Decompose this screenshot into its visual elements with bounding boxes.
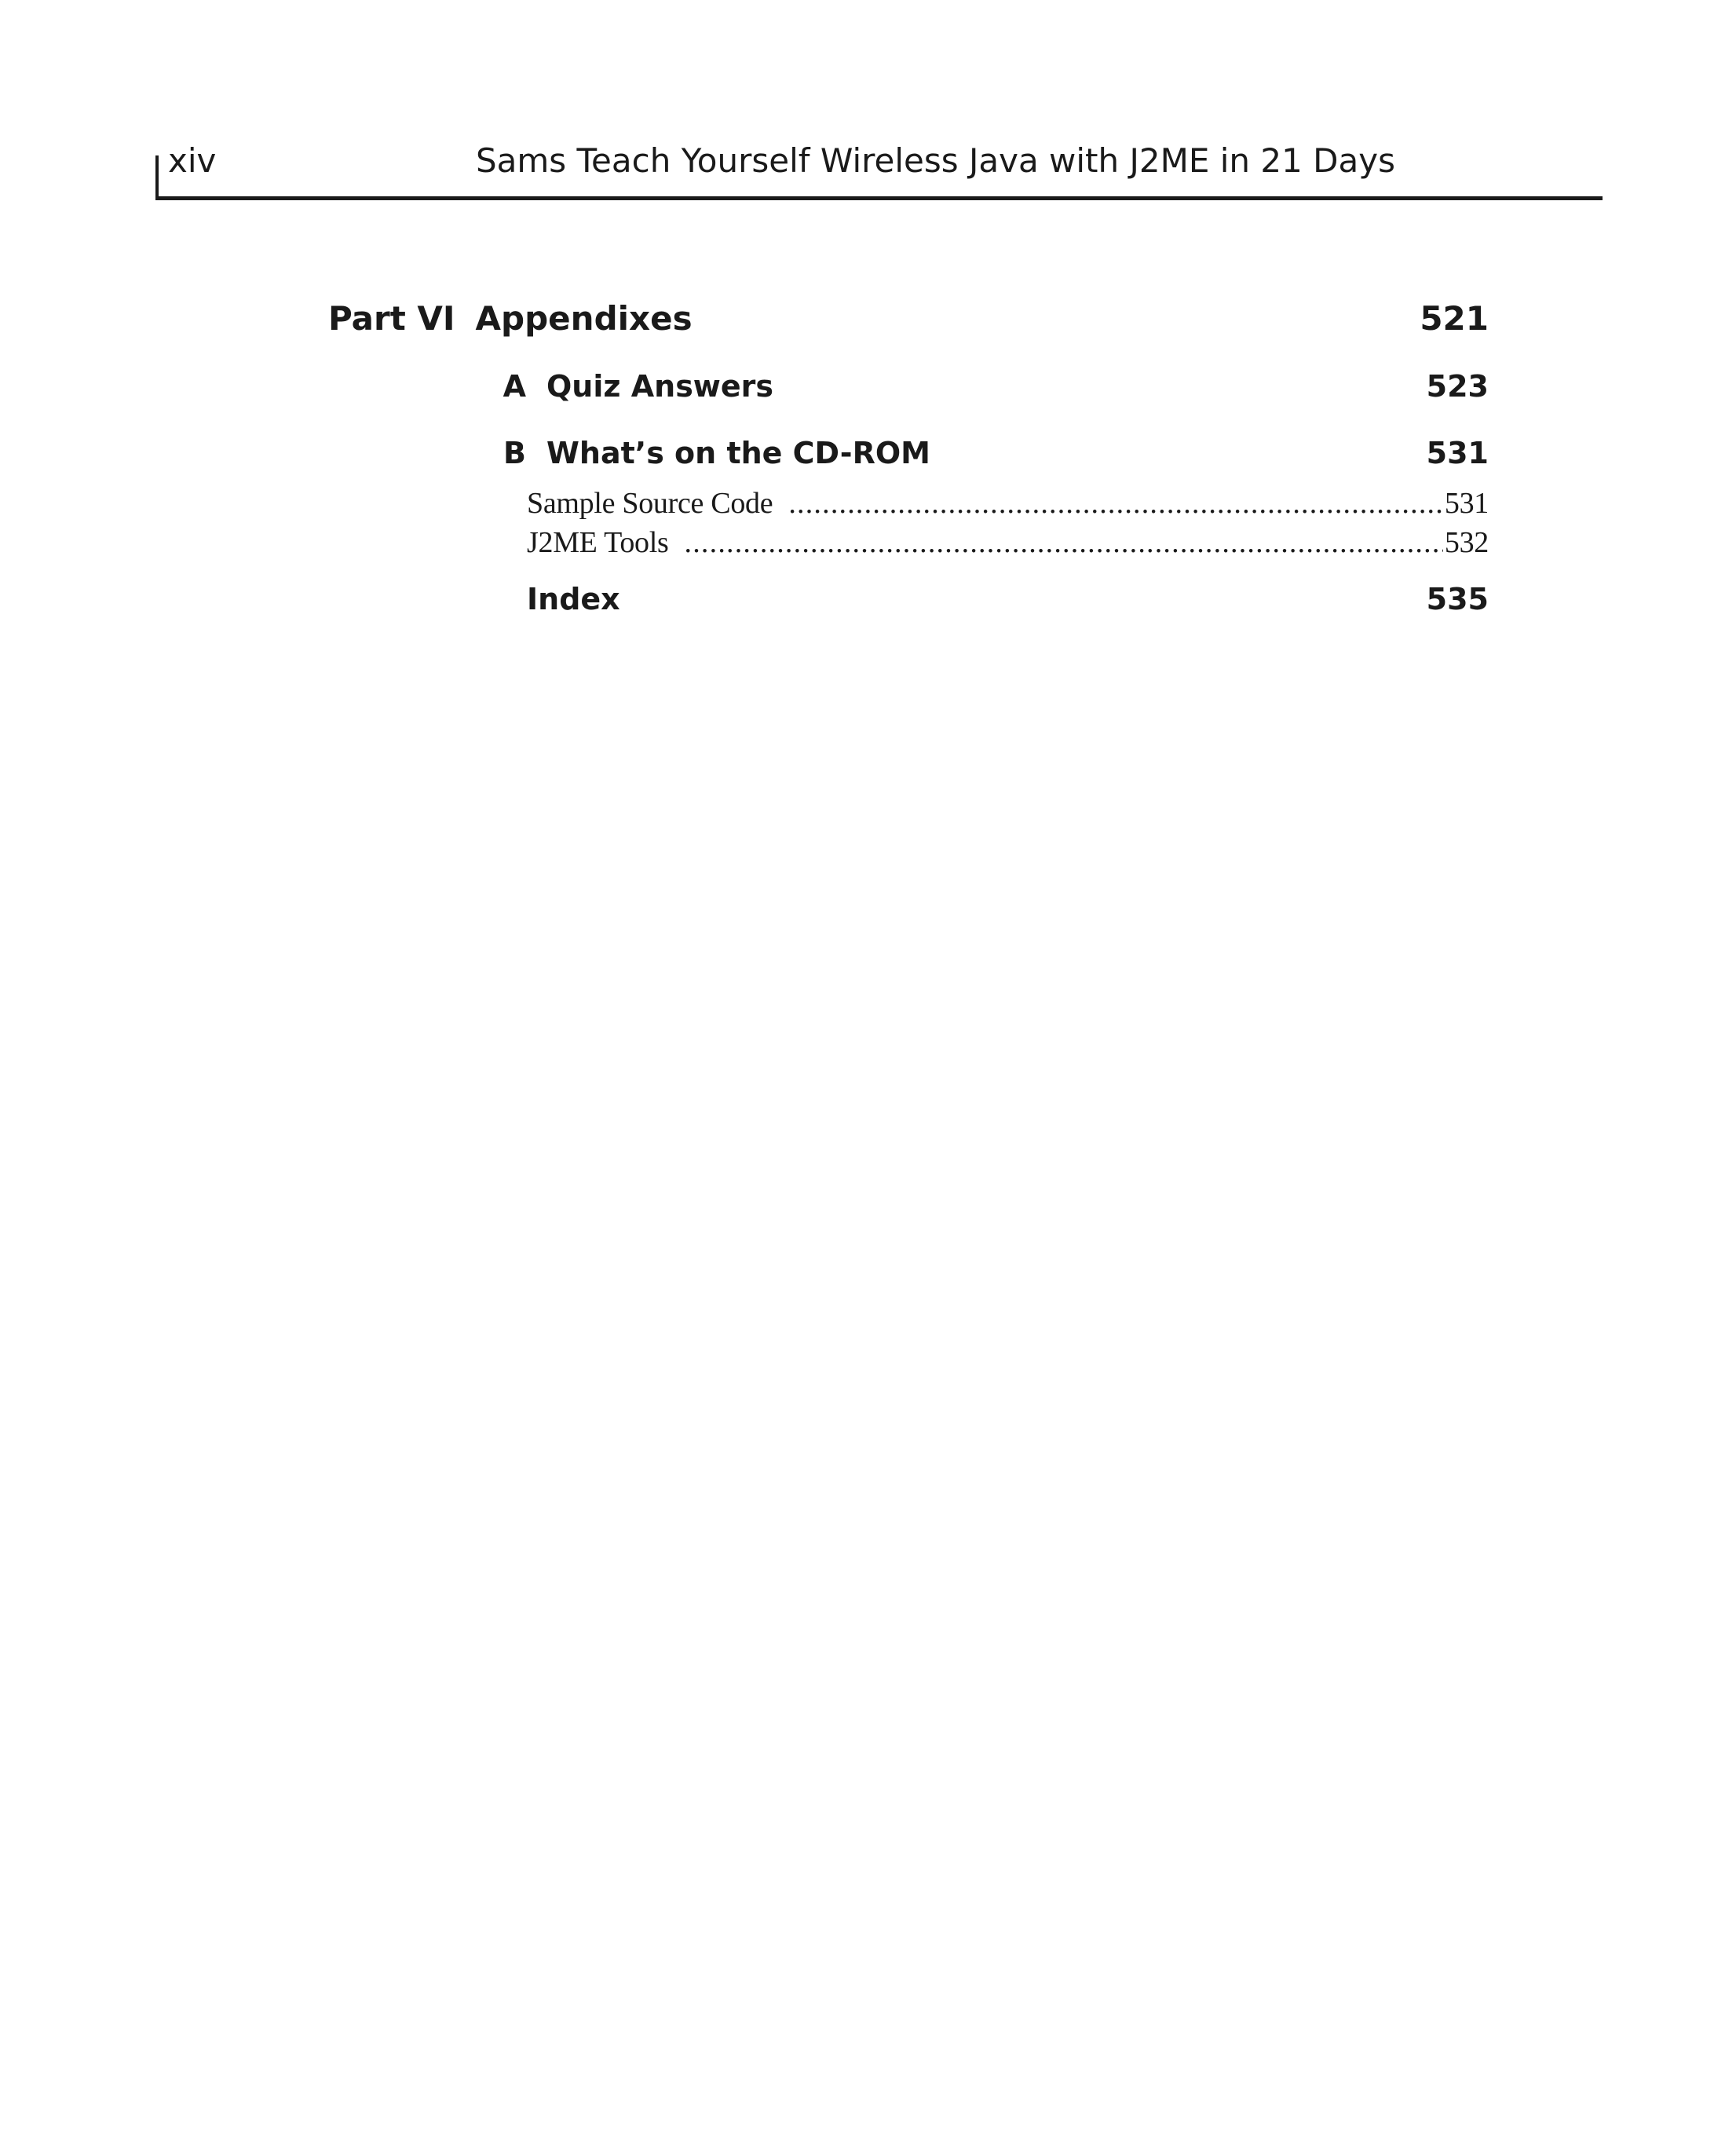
page-number: xiv (168, 141, 217, 180)
toc-section-entry (527, 525, 1489, 560)
section-page-number: 532 (1444, 526, 1489, 559)
section-title: J2ME Tools (527, 526, 669, 559)
toc-part-entry (328, 299, 1489, 338)
chapter-title: Quiz Answers (546, 369, 774, 404)
index-page-number: 535 (1426, 582, 1489, 616)
header-corner-mark (155, 155, 159, 200)
running-header (155, 140, 1603, 200)
book-title: Sams Teach Yourself Wireless Java with J2ME in 21 Days (476, 141, 1395, 180)
toc-section-entry (527, 486, 1489, 521)
part-title: Appendixes (475, 299, 693, 338)
toc-index-entry (527, 582, 1489, 616)
dot-leader (788, 486, 1443, 521)
chapter-page-number: 523 (1426, 369, 1489, 404)
toc-chapter-entry-a (482, 369, 1489, 404)
toc-chapter-entry-b (482, 436, 1489, 470)
part-page-number: 521 (1420, 299, 1489, 338)
part-label: Part VI (328, 299, 455, 338)
section-title: Sample Source Code (527, 487, 773, 520)
chapter-letter: A (503, 369, 526, 404)
dot-leader (685, 525, 1443, 560)
index-title: Index (527, 582, 620, 616)
chapter-page-number: 531 (1426, 436, 1489, 470)
section-page-number: 531 (1444, 487, 1489, 520)
chapter-letter: B (503, 436, 526, 470)
chapter-title: What’s on the CD-ROM (546, 436, 930, 470)
